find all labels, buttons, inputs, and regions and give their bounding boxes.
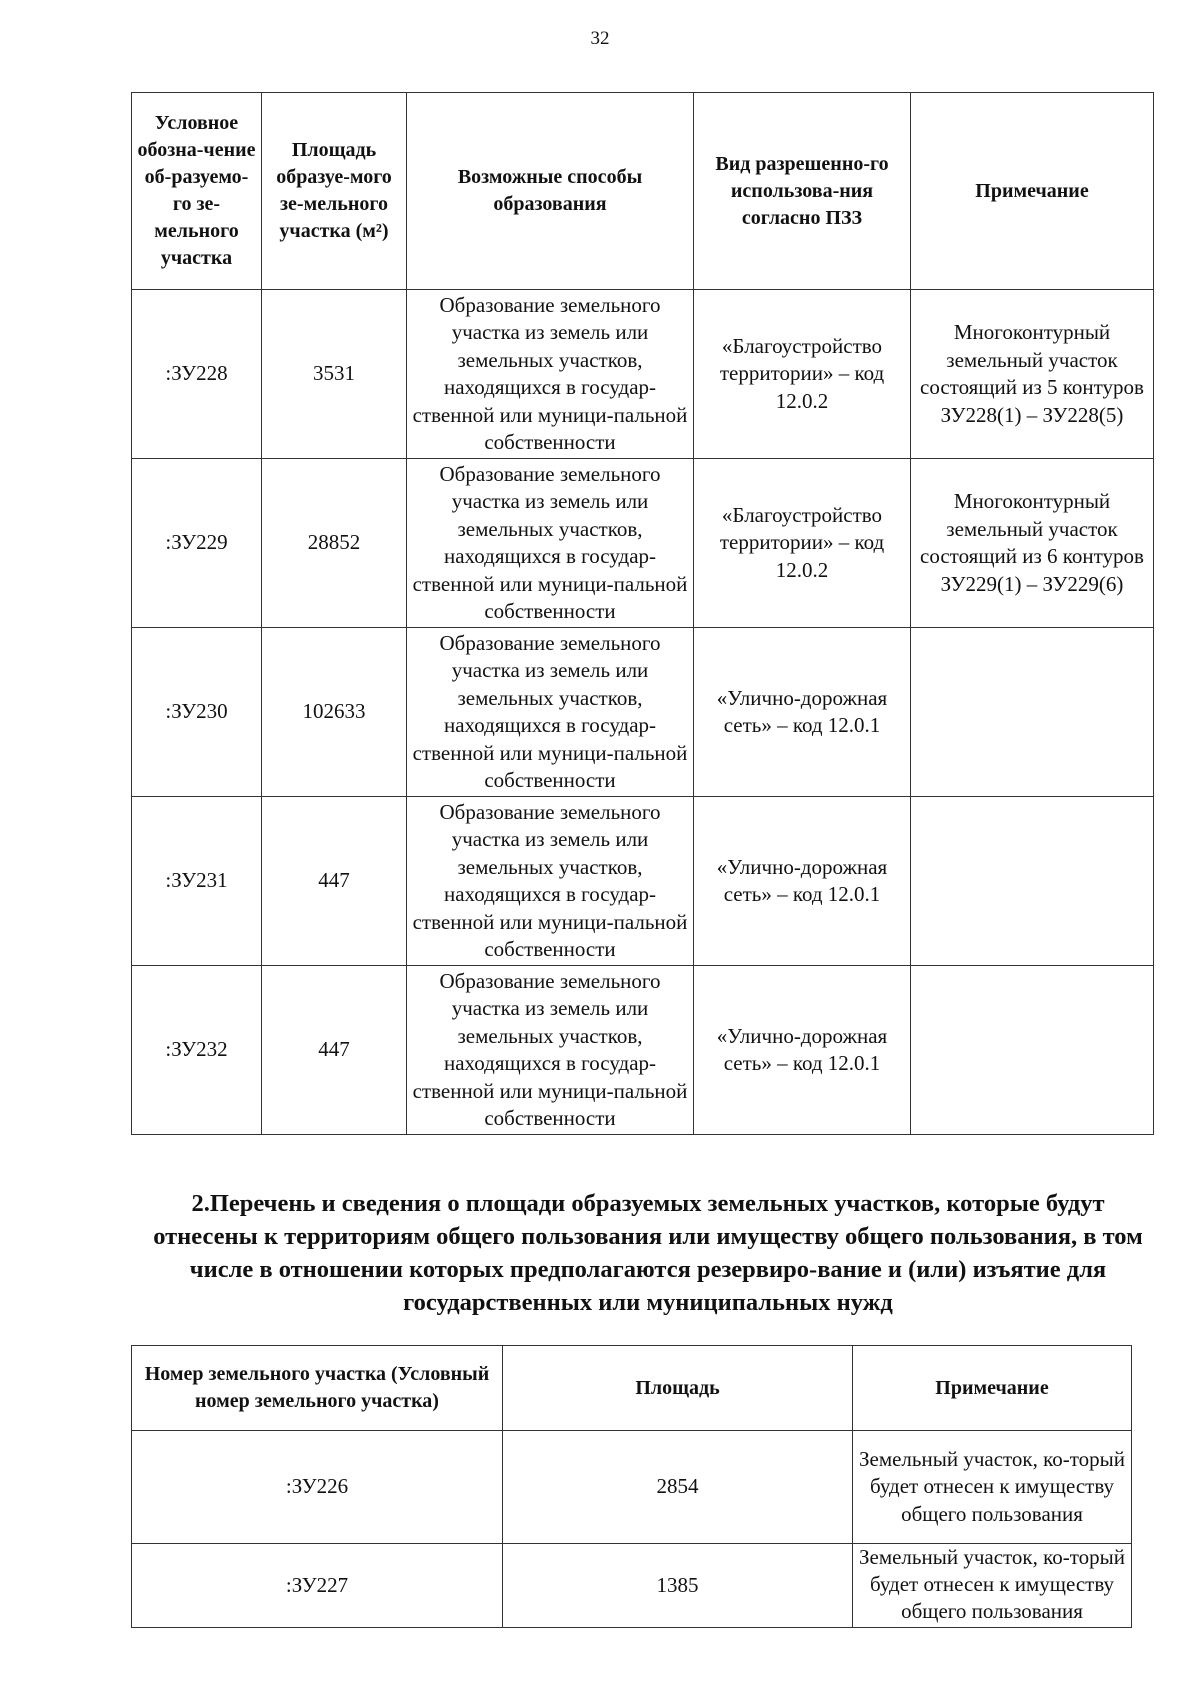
- formation-method-cell: Образование земельного участка из земель или земельных участков, находящихся в государ-ственной или муници-пальной собственности: [407, 459, 694, 628]
- plot-id-cell: :ЗУ231: [132, 797, 262, 966]
- plot-area-cell: 447: [262, 966, 407, 1135]
- note-cell: Многоконтурный земельный участок состоящий из 6 контуров ЗУ229(1) – ЗУ229(6): [911, 459, 1154, 628]
- plot-id-cell: :ЗУ229: [132, 459, 262, 628]
- land-plots-table: [131, 92, 1154, 1135]
- plot-id-cell: :ЗУ228: [132, 290, 262, 459]
- header-plot-designation: Условное обозна-чение об-разуемо-го зе-мельного участка: [132, 93, 262, 290]
- table-row: [132, 966, 1154, 1135]
- public-use-plots-table: [131, 1345, 1132, 1628]
- permitted-use-cell: «Улично-дорожная сеть» – код 12.0.1: [694, 797, 911, 966]
- header-area: Площадь: [503, 1346, 853, 1431]
- formation-method-cell: Образование земельного участка из земель или земельных участков, находящихся в государ-ственной или муници-пальной собственности: [407, 797, 694, 966]
- plot-area-cell: 1385: [503, 1544, 853, 1628]
- formation-method-cell: Образование земельного участка из земель или земельных участков, находящихся в государ-ственной или муници-пальной собственности: [407, 966, 694, 1135]
- note-cell: Земельный участок, ко-торый будет отнесен к имуществу общего пользования: [853, 1431, 1132, 1544]
- permitted-use-cell: «Улично-дорожная сеть» – код 12.0.1: [694, 966, 911, 1135]
- section-2-heading: 2.Перечень и сведения о площади образуемых земельных участков, которые будут отнесены к территориям общего пользования или имуществу общего пользования, в том числе в отношении которых предполагаются резервиро-вание и (или) изъятие для государственных или муниципальных нужд: [153, 1190, 1143, 1316]
- permitted-use-cell: «Благоустройство территории» – код 12.0.2: [694, 290, 911, 459]
- table-row: [132, 290, 1154, 459]
- formation-method-cell: Образование земельного участка из земель или земельных участков, находящихся в государ-ственной или муници-пальной собственности: [407, 290, 694, 459]
- header-plot-number: Номер земельного участка (Условный номер земельного участка): [132, 1346, 503, 1431]
- page-number: 32: [590, 28, 610, 49]
- table-row: [132, 459, 1154, 628]
- plot-id-cell: :ЗУ227: [132, 1544, 503, 1628]
- header-note: Примечание: [911, 93, 1154, 290]
- plot-id-cell: :ЗУ232: [132, 966, 262, 1135]
- header-formation-methods: Возможные способы образования: [407, 93, 694, 290]
- note-cell: [911, 628, 1154, 797]
- table-row: [132, 1431, 1132, 1544]
- header-note: Примечание: [853, 1346, 1132, 1431]
- plot-area-cell: 3531: [262, 290, 407, 459]
- plot-area-cell: 447: [262, 797, 407, 966]
- formation-method-cell: Образование земельного участка из земель или земельных участков, находящихся в государ-ственной или муници-пальной собственности: [407, 628, 694, 797]
- plot-area-cell: 102633: [262, 628, 407, 797]
- note-cell: Земельный участок, ко-торый будет отнесен к имуществу общего пользования: [853, 1544, 1132, 1628]
- table-row: [132, 628, 1154, 797]
- permitted-use-cell: «Благоустройство территории» – код 12.0.2: [694, 459, 911, 628]
- header-permitted-use: Вид разрешенно-го использова-ния согласно ПЗЗ: [694, 93, 911, 290]
- plot-area-cell: 2854: [503, 1431, 853, 1544]
- plot-id-cell: :ЗУ230: [132, 628, 262, 797]
- table-header-row: [132, 1346, 1132, 1431]
- header-plot-area: Площадь образуе-мого зе-мельного участка (м²): [262, 93, 407, 290]
- note-cell: Многоконтурный земельный участок состоящий из 5 контуров ЗУ228(1) – ЗУ228(5): [911, 290, 1154, 459]
- note-cell: [911, 797, 1154, 966]
- permitted-use-cell: «Улично-дорожная сеть» – код 12.0.1: [694, 628, 911, 797]
- plot-area-cell: 28852: [262, 459, 407, 628]
- table-header-row: [132, 93, 1154, 290]
- table-row: [132, 1544, 1132, 1628]
- plot-id-cell: :ЗУ226: [132, 1431, 503, 1544]
- note-cell: [911, 966, 1154, 1135]
- table-row: [132, 797, 1154, 966]
